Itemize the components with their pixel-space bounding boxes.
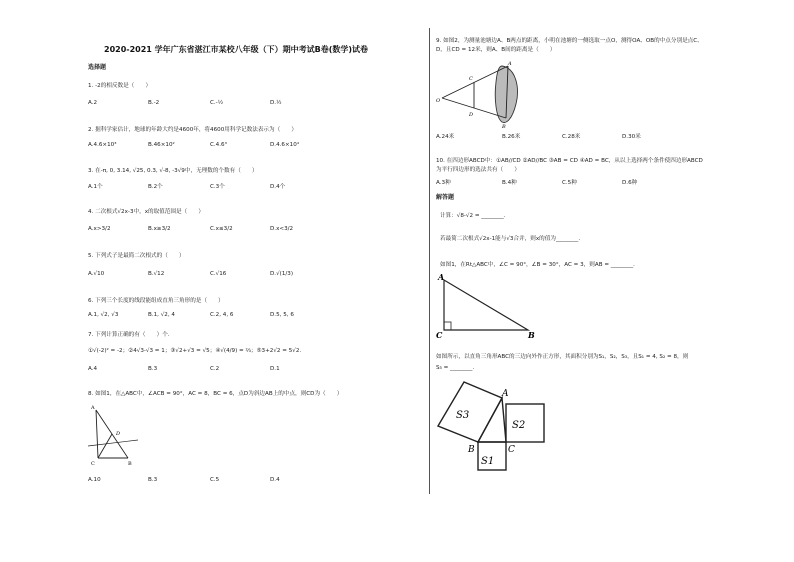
question-3: 3. 在-π, 0, 3.14, √25, 0.3, √-8, -3√9中，无理数的个数有（ ） bbox=[88, 168, 258, 174]
column-divider bbox=[429, 28, 430, 494]
fig9-label-o: O bbox=[436, 98, 441, 104]
q8-option-b[interactable]: B.3 bbox=[148, 477, 158, 483]
section-choice: 选择题 bbox=[88, 64, 107, 71]
q9-option-b[interactable]: B.26米 bbox=[502, 134, 521, 140]
question-7: 7. 下列计算正确的有（ ）个. bbox=[88, 332, 170, 338]
fig9-label-b: B bbox=[502, 124, 506, 130]
q4-option-c[interactable]: C.x≤3/2 bbox=[210, 226, 233, 232]
fig-sq-s3 bbox=[438, 382, 502, 442]
question-9-line2: D，且CD = 12米，则A、B间的距离是（ ） bbox=[436, 47, 556, 53]
q7-option-d[interactable]: D.1 bbox=[270, 366, 280, 372]
fill-question-4-line2: S₃ = ________. bbox=[436, 365, 475, 371]
q4-option-b[interactable]: B.x≥3/2 bbox=[148, 226, 171, 232]
fig8-label-d: D bbox=[116, 431, 121, 437]
fig9-label-c: C bbox=[469, 76, 473, 82]
fill-question-1: 计算：√8-√2 = ________. bbox=[440, 213, 506, 219]
figure-q9-pond bbox=[436, 58, 528, 130]
fig9-label-a: A bbox=[508, 61, 512, 67]
fill-question-4: 如图所示，以直角三角形ABC的三边向外作正方形，其面积分别为S₁，S₂，S₃，且S₁ = 4, S₂ = 8，则 bbox=[436, 354, 689, 360]
fig-tri-shape bbox=[444, 280, 528, 330]
page-title: 2020-2021 学年广东省湛江市某校八年级（下）期中考试B卷(数学)试卷 bbox=[104, 45, 369, 54]
q8-option-d[interactable]: D.4 bbox=[270, 477, 280, 483]
q3-option-d[interactable]: D.4个 bbox=[270, 184, 286, 190]
figure-q8-triangle bbox=[86, 400, 146, 472]
q8-option-c[interactable]: C.5 bbox=[210, 477, 220, 483]
question-5: 5. 下列式子是最简二次根式的（ ） bbox=[88, 253, 185, 259]
question-2: 2. 据科学家估计，地球的年龄大约是4600年，将4600用科学记数法表示为（ ） bbox=[88, 127, 297, 133]
q1-option-b[interactable]: B.-2 bbox=[148, 100, 160, 106]
fig-sq-label-s3: S3 bbox=[456, 410, 470, 421]
q1-option-c[interactable]: C.-½ bbox=[210, 100, 224, 106]
q3-option-a[interactable]: A.1个 bbox=[88, 184, 103, 190]
question-1: 1. -2的相反数是（ ） bbox=[88, 83, 152, 89]
q4-option-a[interactable]: A.x>3/2 bbox=[88, 226, 111, 232]
question-10-line2: 为平行四边形的选法共有（ ） bbox=[436, 167, 520, 173]
figure-squares bbox=[434, 378, 554, 478]
q9-option-d[interactable]: D.30米 bbox=[622, 134, 641, 140]
q4-option-d[interactable]: D.x<3/2 bbox=[270, 226, 294, 232]
q5-option-d[interactable]: D.√(1/3) bbox=[270, 271, 294, 277]
question-7-formula: ①√(-2)² = -2；②4√3-√3 = 1；③√2+√3 = √5；④√(4/9) = ⅔；⑤3+2√2 = 5√2. bbox=[88, 348, 302, 354]
q2-option-a[interactable]: A.4.6×10³ bbox=[88, 142, 117, 148]
question-6: 6. 下列三个长度的线段能组成直角三角形的是（ ） bbox=[88, 298, 224, 304]
fill-question-2: 若最简二次根式√2x-1能与√3合并，则x的值为________. bbox=[440, 236, 581, 242]
q9-option-c[interactable]: C.28米 bbox=[562, 134, 581, 140]
fig-sq-triangle bbox=[478, 398, 506, 442]
q3-option-c[interactable]: C.3个 bbox=[210, 184, 225, 190]
q7-option-c[interactable]: C.2 bbox=[210, 366, 220, 372]
fig-tri-label-c: C bbox=[436, 330, 443, 340]
q6-option-b[interactable]: B.1, √2, 4 bbox=[148, 312, 175, 318]
fig-sq-label-s2: S2 bbox=[512, 420, 526, 431]
q10-option-a[interactable]: A.3种 bbox=[436, 180, 451, 186]
q8-option-a[interactable]: A.10 bbox=[88, 477, 101, 483]
question-9: 9. 如图2，为测量池塘边A、B两点的距离，小明在池塘的一侧选取一点O，测得OA、OB的中点分别是点C、 bbox=[436, 38, 703, 44]
question-8: 8. 如图1，在△ABC中，∠ACB = 90°，AC = 8，BC = 6，点D为斜边AB上的中点，则CD为（ ） bbox=[88, 391, 343, 397]
fig8-median-cd bbox=[98, 434, 112, 458]
q7-option-a[interactable]: A.4 bbox=[88, 366, 98, 372]
question-10: 10. 在四边形ABCD中：①AB//CD ②AD//BC ③AB = CD ④AD = BC，从以上选择两个条件使四边形ABCD bbox=[436, 158, 703, 164]
fig8-label-c: C bbox=[91, 461, 95, 467]
q3-option-b[interactable]: B.2个 bbox=[148, 184, 163, 190]
q9-option-a[interactable]: A.24米 bbox=[436, 134, 455, 140]
figure-right-triangle bbox=[434, 270, 544, 342]
q10-option-d[interactable]: D.6种 bbox=[622, 180, 638, 186]
q7-option-b[interactable]: B.3 bbox=[148, 366, 158, 372]
fig-tri-label-b: B bbox=[528, 330, 535, 340]
q2-option-b[interactable]: B.46×10² bbox=[148, 142, 175, 148]
q1-option-d[interactable]: D.½ bbox=[270, 100, 282, 106]
q10-option-c[interactable]: C.5种 bbox=[562, 180, 577, 186]
q6-option-d[interactable]: D.5, 5, 6 bbox=[270, 312, 294, 318]
fig9-label-d: D bbox=[469, 112, 474, 118]
q1-option-a[interactable]: A.2 bbox=[88, 100, 98, 106]
q2-option-c[interactable]: C.4.6³ bbox=[210, 142, 227, 148]
fig-tri-right-angle bbox=[444, 322, 451, 330]
fill-question-3: 如图1，在Rt△ABC中，∠C = 90°，∠B = 30°，AC = 3，则AB = ________. bbox=[440, 262, 635, 268]
fig-tri-label-a: A bbox=[438, 272, 445, 282]
fig8-extra-line bbox=[88, 440, 138, 446]
q5-option-c[interactable]: C.√16 bbox=[210, 271, 227, 277]
section-answer: 解答题 bbox=[436, 194, 455, 201]
question-4: 4. 二次根式√2x-3中，x的取值范围是（ ） bbox=[88, 209, 204, 215]
fig-sq-label-b: B bbox=[468, 445, 475, 455]
q6-option-c[interactable]: C.2, 4, 6 bbox=[210, 312, 234, 318]
q5-option-b[interactable]: B.√12 bbox=[148, 271, 165, 277]
q5-option-a[interactable]: A.√10 bbox=[88, 271, 105, 277]
fig8-label-a: A bbox=[91, 405, 95, 411]
q10-option-b[interactable]: B.4种 bbox=[502, 180, 517, 186]
fig-sq-label-a: A bbox=[502, 389, 509, 399]
q2-option-d[interactable]: D.4.6×10⁴ bbox=[270, 142, 300, 148]
fig-sq-label-c: C bbox=[508, 445, 515, 455]
q6-option-a[interactable]: A.1, √2, √3 bbox=[88, 312, 119, 318]
fig-sq-label-s1: S1 bbox=[481, 456, 495, 467]
fig8-side-ac bbox=[96, 410, 98, 458]
fig8-label-b: B bbox=[128, 461, 132, 467]
